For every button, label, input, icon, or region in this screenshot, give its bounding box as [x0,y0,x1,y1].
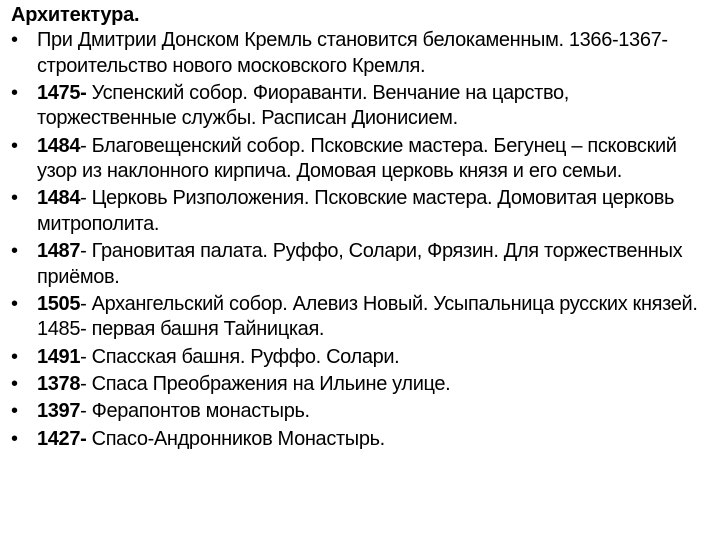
list-item [11,134,711,185]
item-year: 1505 [37,292,81,315]
slide-heading: Архитектура. [11,4,140,26]
bullet-icon: • [11,187,18,210]
item-text: - Спасская башня. Руффо. Солари. [80,345,400,368]
item-year: 1397 [37,400,81,423]
list-item [11,81,711,132]
bullet-icon: • [11,427,18,450]
item-year: 1487 [37,240,81,263]
list-item [11,372,711,398]
list-item [11,239,711,290]
bullet-icon: • [11,240,18,263]
item-year: 1491 [37,345,81,368]
list-item [11,186,711,237]
list-item [11,292,711,343]
item-text: При Дмитрии Донском Кремль становится белокаменным. 1366-1367- строительство нового московского Кремля. [37,29,668,77]
item-year: 1484 [37,187,81,210]
item-year: 1378 [37,373,81,396]
bullet-icon: • [11,345,18,368]
item-text: - Благовещенский собор. Псковские мастера. Бегунец – псковский узор из наклонного кирпича. Домовая церковь князя и его семьи. [37,134,677,183]
bullet-list [11,28,711,452]
item-text: Спасо-Андронников Монастырь. [86,427,385,450]
item-text: - Спаса Преображения на Ильине улице. [80,373,451,396]
item-year: 1427- [37,427,87,450]
bullet-icon: • [11,29,18,51]
item-text: - Грановитая палата. Руффо, Солари, Фрязин. Для торжественных приёмов. [37,240,683,288]
slide-content [11,2,711,454]
item-text: Успенский собор. Фиораванти. Венчание на царство, торжественные службы. Расписан Дионисием. [37,81,570,130]
bullet-icon: • [11,373,18,396]
bullet-icon: • [11,81,18,104]
bullet-icon: • [11,134,18,157]
list-item [11,28,711,79]
item-text: - Архангельский собор. Алевиз Новый. Усыпальница русских князей. 1485- первая башня Тайницкая. [37,292,698,341]
list-item [11,345,711,371]
list-item [11,399,711,425]
item-year: 1475- [37,81,87,104]
list-item [11,427,711,453]
item-text: - Церковь Ризположения. Псковские мастера. Домовитая церковь митрополита. [37,187,675,235]
item-text: - Ферапонтов монастырь. [80,400,310,423]
bullet-icon: • [11,292,18,315]
item-year: 1484 [37,134,81,157]
bullet-icon: • [11,400,18,423]
